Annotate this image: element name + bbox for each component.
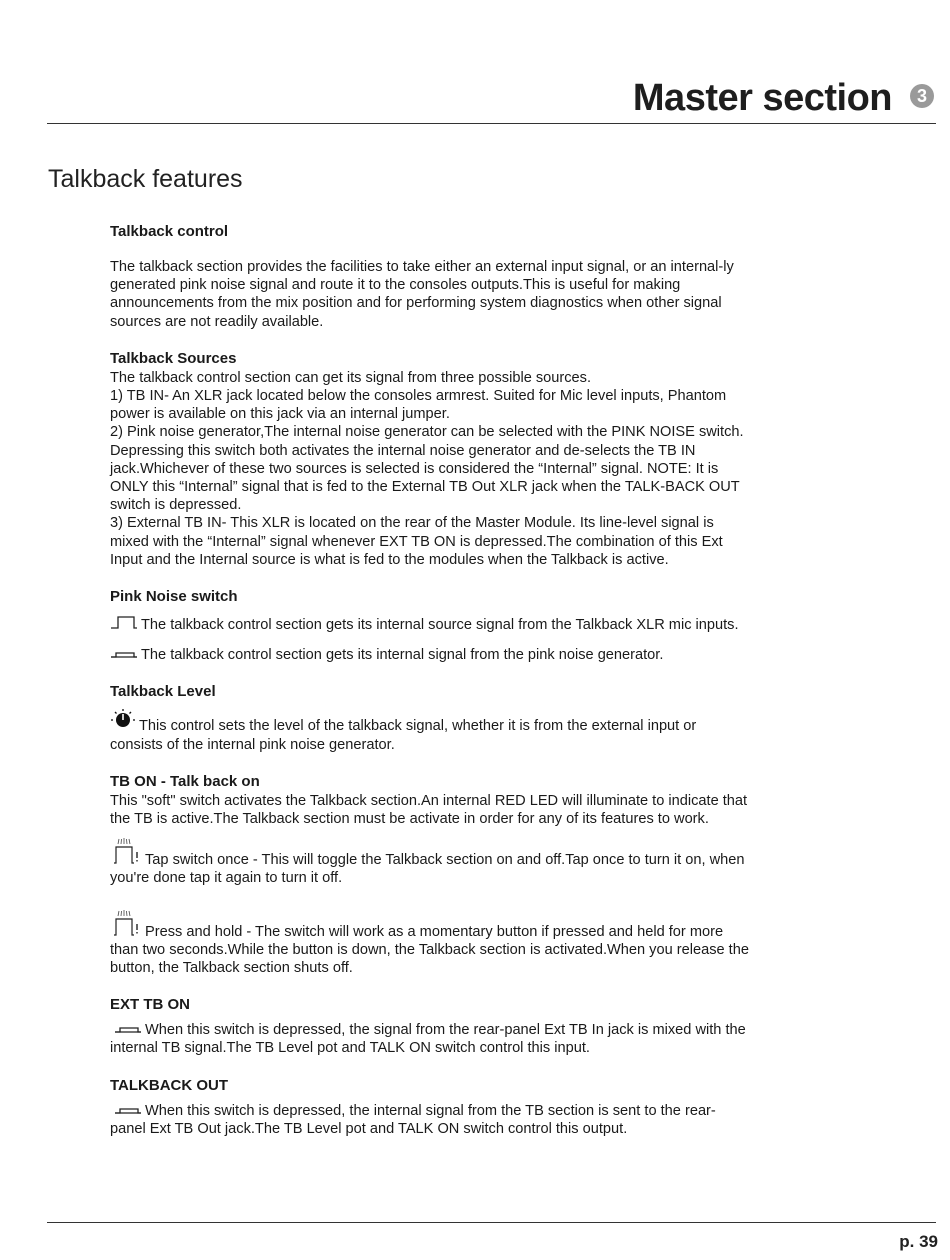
switch-down-icon <box>110 649 138 659</box>
pink-noise-up-row <box>110 615 750 634</box>
pink-noise-heading: Pink Noise switch <box>110 588 238 606</box>
talkback-level-text: This control sets the level of the talkback signal, whether it is from the external input or consists of the internal pink noise generator. <box>110 718 697 753</box>
talkback-out-row <box>110 1102 750 1138</box>
pink-noise-down-row <box>110 646 750 664</box>
header-divider <box>47 123 936 124</box>
ext-tb-on-text: When this switch is depressed, the signal from the rear-panel Ext TB In jack is mixed with the internal TB signal.The TB Level pot and TALK ON switch control this input. <box>110 1022 746 1057</box>
chapter-badge: 3 <box>910 84 934 108</box>
switch-up-icon <box>110 615 138 629</box>
page-number: p. 39 <box>899 1232 938 1251</box>
page-header-title: Master section <box>632 77 892 119</box>
main-content <box>110 222 750 1138</box>
talkback-out-heading: TALKBACK OUT <box>110 1076 229 1094</box>
talkback-source-3: 3) External TB IN- This XLR is located on the rear of the Master Module. Its line-level signal is mixed with the “Internal” signal whenever EXT TB ON is depressed.The combination of this Ext Input and the Internal source is what is fed to the modules when the Talkback is active. <box>110 515 723 568</box>
talkback-sources-heading: Talkback Sources <box>110 349 237 367</box>
pink-noise-down-text: The talkback control section gets its internal signal from the pink noise generator. <box>141 647 664 664</box>
talkback-sources-intro: The talkback control section can get its signal from three possible sources. <box>110 369 592 386</box>
talkback-level-heading: Talkback Level <box>110 683 216 701</box>
switch-down-icon <box>110 1024 142 1034</box>
switch-down-icon <box>110 1105 142 1115</box>
section-title: Talkback features <box>48 165 243 193</box>
tb-on-hold-text: Press and hold - The switch will work as a momentary button if pressed and held for more than two seconds.While the button is down, the Talkback section is activated.When you release the button, the Talkback section shuts off. <box>110 923 749 977</box>
pink-noise-up-text: The talkback control section gets its internal source signal from the Talkback XLR mic inputs. <box>141 617 739 634</box>
tb-on-tap-text: Tap switch once - This will toggle the Talkback section on and off.Tap once to turn it on, when you're done tap it again to turn it off. <box>110 852 745 887</box>
talkback-source-2: 2) Pink noise generator,The internal noise generator can be selected with the PINK NOISE switch. Depressing this switch both activates the internal noise generator and de-selects the TB IN jack.Whichever of these two sources is selected is considered the “Internal” signal. NOTE: It is ONLY this “Internal” signal that is fed to the External TB Out XLR jack when the TALK-BACK OUT switch is depressed. <box>110 424 744 514</box>
talkback-control-heading: Talkback control <box>110 223 229 240</box>
footer-divider <box>47 1222 936 1223</box>
tb-on-heading: TB ON - Talk back on <box>110 772 260 790</box>
soft-switch-tap-icon <box>110 838 142 864</box>
ext-tb-on-heading: EXT TB ON <box>110 996 191 1014</box>
talkback-level-row <box>110 708 750 753</box>
ext-tb-on-row <box>110 1021 750 1057</box>
tb-on-body: This "soft" switch activates the Talkback section.An internal RED LED will illuminate to indicate that the TB is active.The Talkback section must be activate in order for any of its features to work. <box>110 792 748 828</box>
tb-on-hold-row <box>110 910 750 978</box>
talkback-control-body: The talkback section provides the facilities to take either an external input signal, or an internal-ly generated pink noise signal and route it to the consoles outputs.This is useful for making announcements from the mix position and for performing system diagnostics when other signal sources are not readily available. <box>110 259 734 330</box>
talkback-source-1: 1) TB IN- An XLR jack located below the consoles armrest. Suited for Mic level inputs, Phantom power is available on this jack via an internal jumper. <box>110 388 727 423</box>
talkback-out-text: When this switch is depressed, the internal signal from the TB section is sent to the rear-panel Ext TB Out jack.The TB Level pot and TALK ON switch control this output. <box>110 1102 716 1137</box>
tb-on-tap-row <box>110 838 750 887</box>
knob-icon <box>110 708 136 730</box>
soft-switch-hold-icon <box>110 910 142 936</box>
